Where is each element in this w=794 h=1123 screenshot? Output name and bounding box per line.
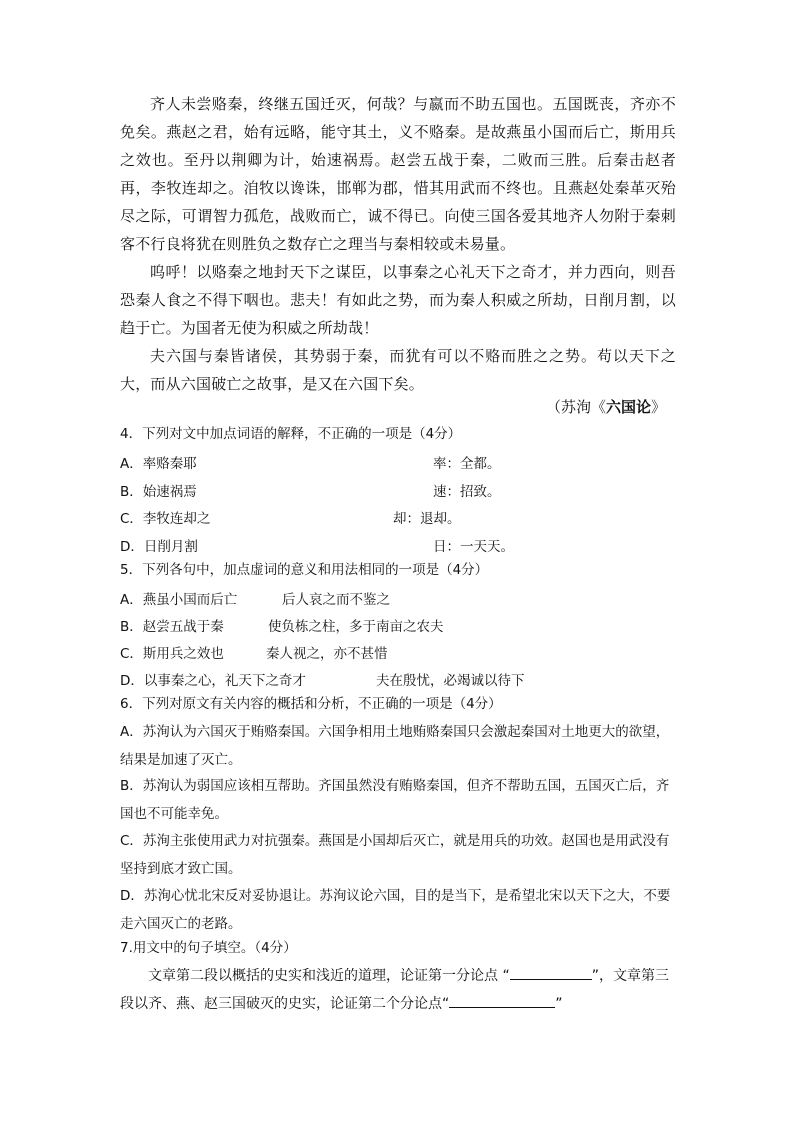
q7-text-part-2: ”，文章第三段以齐、燕、赵三国破灭的史实，论证第二个分论点“ xyxy=(120,968,669,1012)
q6-option-b: B．苏洵认为弱国应该相互帮助。齐国虽然没有贿赂秦国，但齐不帮助五国，五国灭亡后，齐国也不可能幸免。 xyxy=(120,778,670,822)
question-6-stem: 6．下列对原文有关内容的概括和分析，不正确的一项是（4分） xyxy=(120,696,502,712)
citation-suffix: 》 xyxy=(650,398,666,416)
q6-option-d: D．苏洵心忧北宋反对妥协退让。苏洵议论六国，目的是当下，是希望北宋以天下之大，不要走六国灭亡的老路。 xyxy=(120,888,671,932)
citation-prefix: （苏洵《 xyxy=(545,398,606,416)
q7-answer-blank-2[interactable] xyxy=(449,991,555,1008)
q4-option-a-gloss: 率：全都。 xyxy=(433,456,501,472)
question-7-stem: 7.用文中的句子填空。（4分） xyxy=(120,940,297,956)
q6-option-c: C．苏洵主张使用武力对抗强秦。燕国是小国却后灭亡，就是用兵的功效。赵国也是用武没有坚持到底才致亡国。 xyxy=(120,833,670,877)
q5-option-d-pair: 夫在殷忧，必竭诚以待下 xyxy=(376,673,525,689)
q4-option-c: C．李牧连却之 xyxy=(120,511,211,527)
q4-option-d-gloss: 日：一天天。 xyxy=(433,539,514,555)
q6-option-a: A．苏洵认为六国灭于贿赂秦国。六国争相用土地贿赂秦国只会激起秦国对土地更大的欲望，结果是加速了灭亡。 xyxy=(120,724,670,768)
q4-option-b-gloss: 速：招致。 xyxy=(433,484,501,500)
question-4-stem: 4．下列对文中加点词语的解释，不正确的一项是（4分） xyxy=(120,426,462,442)
passage-paragraph-2: 呜呼！以赂秦之地封天下之谋臣，以事秦之心礼天下之奇才，并力西向，则吾恐秦人食之不得下咽也。悲夫！有如此之势，而为秦人积威之所劫，日削月割，以趋于亡。为国者无使为积威之所劫哉！ xyxy=(120,263,676,337)
q5-option-d: D．以事秦之心，礼天下之奇才 xyxy=(120,673,306,689)
q4-option-b: B．始速祸焉 xyxy=(120,484,197,500)
q5-option-b: B．赵尝五战于秦 xyxy=(120,619,224,635)
citation-title: 六国论 xyxy=(605,398,651,416)
question-5-stem: 5．下列各句中，加点虚词的意义和用法相同的一项是（4分） xyxy=(120,562,489,578)
source-citation xyxy=(546,393,666,421)
q7-answer-blank-1[interactable] xyxy=(510,963,592,980)
q4-option-a: A．率赂秦耶 xyxy=(120,456,197,472)
q7-fill-paragraph xyxy=(120,962,676,1018)
q5-option-a-pair: 后人哀之而不鉴之 xyxy=(282,592,390,608)
q4-option-d: D．日削月割 xyxy=(120,539,198,555)
passage-paragraph-3: 夫六国与秦皆诸侯，其势弱于秦，而犹有可以不赂而胜之之势。苟以天下之大，而从六国破亡之故事，是又在六国下矣。 xyxy=(120,347,676,393)
q5-option-c-pair: 秦人视之，亦不甚惜 xyxy=(266,646,388,662)
q5-option-c: C．斯用兵之效也 xyxy=(120,646,224,662)
q4-option-c-gloss: 却：退却。 xyxy=(393,511,461,527)
passage-paragraph-1: 齐人未尝赂秦，终继五国迁灭，何哉？与嬴而不助五国也。五国既丧，齐亦不免矣。燕赵之君，始有远略，能守其土，义不赂秦。是故燕虽小国而后亡，斯用兵之效也。至丹以荆卿为计，始速祸焉。赵尝五战于秦，二败而三胜。后秦击赵者再，李牧连却之。洎牧以谗诛，邯郸为郡，惜其用武而不终也。且燕赵处秦革灭殆尽之际，可谓智力孤危，战败而亡，诚不得已。向使三国各爱其地齐人勿附于秦刺客不行良将犹在则胜负之数存亡之理当与秦相较或未易量。 xyxy=(120,95,676,253)
q7-text-part-1: 文章第二段以概括的史实和浅近的道理，论证第一分论点 “ xyxy=(148,968,510,984)
q7-text-part-3: ” xyxy=(555,996,563,1012)
q5-option-b-pair: 使负栋之柱，多于南亩之农夫 xyxy=(268,619,444,635)
q5-option-a: A．燕虽小国而后亡 xyxy=(120,592,238,608)
